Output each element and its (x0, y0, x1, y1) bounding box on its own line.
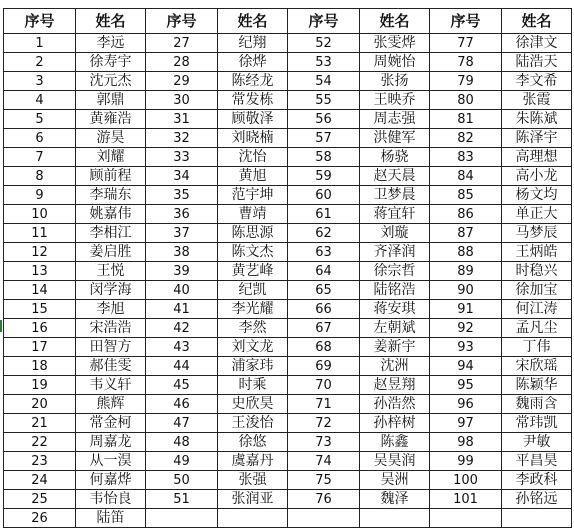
name-cell[interactable]: 韦义轩 (76, 376, 146, 395)
table-row (4, 129, 572, 148)
name-cell[interactable]: 时稳兴 (502, 262, 572, 281)
table-row (4, 319, 572, 338)
name-cell[interactable]: 陈经龙 (218, 72, 288, 91)
number-cell[interactable]: 70 (288, 376, 360, 395)
name-cell[interactable]: 徐加宝 (502, 281, 572, 300)
name-cell[interactable]: 徐寿宇 (76, 53, 146, 72)
number-cell[interactable]: 38 (146, 243, 218, 262)
number-cell[interactable]: 60 (288, 186, 360, 205)
name-cell[interactable]: 李政科 (502, 471, 572, 490)
table-row (4, 91, 572, 110)
number-cell[interactable]: 66 (288, 300, 360, 319)
number-cell[interactable]: 47 (146, 414, 218, 433)
column-header-number[interactable]: 序号 (288, 9, 360, 34)
number-cell[interactable]: 52 (288, 34, 360, 53)
number-cell[interactable]: 12 (4, 243, 76, 262)
table-row (4, 395, 572, 414)
name-cell[interactable]: 曹靖 (218, 205, 288, 224)
name-cell[interactable]: 卫梦晨 (360, 186, 430, 205)
table-row (4, 110, 572, 129)
table-row (4, 167, 572, 186)
number-cell[interactable]: 20 (4, 395, 76, 414)
column-header-name[interactable]: 姓名 (502, 9, 572, 34)
number-cell[interactable]: 21 (4, 414, 76, 433)
name-cell[interactable]: 陈泽宇 (502, 129, 572, 148)
name-cell[interactable]: 熊辉 (76, 395, 146, 414)
number-cell[interactable]: 13 (4, 262, 76, 281)
number-cell[interactable]: 93 (430, 338, 502, 357)
name-cell[interactable]: 杨文均 (502, 186, 572, 205)
number-cell[interactable]: 43 (146, 338, 218, 357)
name-cell[interactable]: 沈元杰 (76, 72, 146, 91)
name-cell[interactable]: 李旭 (76, 300, 146, 319)
name-cell[interactable]: 纪翔 (218, 34, 288, 53)
number-cell[interactable]: 48 (146, 433, 218, 452)
name-cell[interactable]: 常玮凯 (502, 414, 572, 433)
table-row (4, 414, 572, 433)
table-row (4, 186, 572, 205)
number-cell[interactable]: 24 (4, 471, 76, 490)
name-cell[interactable]: 徐津文 (502, 34, 572, 53)
table-row (4, 471, 572, 490)
number-cell[interactable]: 94 (430, 357, 502, 376)
name-cell[interactable]: 张霞 (502, 91, 572, 110)
name-cell[interactable]: 黄旭 (218, 167, 288, 186)
table-row (4, 452, 572, 471)
number-cell[interactable]: 98 (430, 433, 502, 452)
number-cell[interactable]: 10 (4, 205, 76, 224)
number-cell[interactable]: 34 (146, 167, 218, 186)
name-cell[interactable]: 徐悠 (218, 433, 288, 452)
name-cell[interactable]: 陈鑫 (360, 433, 430, 452)
name-cell[interactable]: 黄艺峰 (218, 262, 288, 281)
column-header-name[interactable]: 姓名 (218, 9, 288, 34)
table-row (4, 490, 572, 509)
student-roster-table (3, 8, 572, 528)
number-cell[interactable]: 9 (4, 186, 76, 205)
number-cell[interactable]: 49 (146, 452, 218, 471)
name-cell[interactable]: 高理想 (502, 148, 572, 167)
name-cell[interactable]: 李光耀 (218, 300, 288, 319)
number-cell[interactable] (288, 509, 360, 528)
number-cell[interactable]: 17 (4, 338, 76, 357)
number-cell[interactable]: 16 (4, 319, 76, 338)
name-cell[interactable]: 孟凡尘 (502, 319, 572, 338)
name-cell[interactable]: 高小龙 (502, 167, 572, 186)
name-cell[interactable]: 田智方 (76, 338, 146, 357)
name-cell[interactable]: 左朝斌 (360, 319, 430, 338)
number-cell[interactable]: 88 (430, 243, 502, 262)
number-cell[interactable] (146, 509, 218, 528)
name-cell[interactable]: 赵天晨 (360, 167, 430, 186)
name-cell[interactable]: 张润亚 (218, 490, 288, 509)
name-cell[interactable]: 陈文杰 (218, 243, 288, 262)
number-cell[interactable]: 4 (4, 91, 76, 110)
number-cell[interactable]: 7 (4, 148, 76, 167)
column-header-number[interactable]: 序号 (146, 9, 218, 34)
name-cell[interactable] (360, 509, 430, 528)
header-row (4, 9, 572, 34)
spreadsheet (3, 8, 571, 528)
name-cell[interactable]: 丁伟 (502, 338, 572, 357)
number-cell[interactable]: 35 (146, 186, 218, 205)
table-row (4, 509, 572, 528)
name-cell[interactable]: 陈思源 (218, 224, 288, 243)
number-cell[interactable]: 42 (146, 319, 218, 338)
name-cell[interactable]: 李然 (218, 319, 288, 338)
name-cell[interactable]: 史欣昊 (218, 395, 288, 414)
table-row (4, 205, 572, 224)
name-cell[interactable]: 顾敬泽 (218, 110, 288, 129)
name-cell[interactable]: 赵昱翔 (360, 376, 430, 395)
name-cell[interactable] (502, 509, 572, 528)
number-cell[interactable]: 25 (4, 490, 76, 509)
number-cell[interactable]: 32 (146, 129, 218, 148)
name-cell[interactable]: 郝佳雯 (76, 357, 146, 376)
table-row (4, 262, 572, 281)
name-cell[interactable]: 张强 (218, 471, 288, 490)
number-cell[interactable]: 40 (146, 281, 218, 300)
name-cell[interactable]: 洪健军 (360, 129, 430, 148)
number-cell[interactable]: 6 (4, 129, 76, 148)
table-row (4, 243, 572, 262)
number-cell[interactable]: 83 (430, 148, 502, 167)
number-cell[interactable]: 78 (430, 53, 502, 72)
table-row (4, 433, 572, 452)
number-cell[interactable]: 18 (4, 357, 76, 376)
table-row (4, 376, 572, 395)
number-cell[interactable]: 41 (146, 300, 218, 319)
number-cell[interactable]: 46 (146, 395, 218, 414)
name-cell[interactable]: 朱陈斌 (502, 110, 572, 129)
number-cell[interactable]: 19 (4, 376, 76, 395)
number-cell[interactable]: 8 (4, 167, 76, 186)
table-row (4, 224, 572, 243)
name-cell[interactable]: 李远 (76, 34, 146, 53)
name-cell[interactable]: 吴昊润 (360, 452, 430, 471)
table-row (4, 357, 572, 376)
name-cell[interactable]: 姜启胜 (76, 243, 146, 262)
number-cell[interactable]: 58 (288, 148, 360, 167)
number-cell[interactable]: 87 (430, 224, 502, 243)
name-cell[interactable]: 周嘉龙 (76, 433, 146, 452)
number-cell[interactable]: 55 (288, 91, 360, 110)
table-row (4, 72, 572, 91)
name-cell[interactable]: 何嘉烨 (76, 471, 146, 490)
column-header-number[interactable]: 序号 (4, 9, 76, 34)
number-cell[interactable]: 22 (4, 433, 76, 452)
number-cell[interactable]: 51 (146, 490, 218, 509)
number-cell[interactable]: 54 (288, 72, 360, 91)
number-cell[interactable]: 33 (146, 148, 218, 167)
name-cell[interactable]: 闵学海 (76, 281, 146, 300)
name-cell[interactable]: 吴洲 (360, 471, 430, 490)
name-cell[interactable]: 徐宗哲 (360, 262, 430, 281)
name-cell[interactable]: 顾前程 (76, 167, 146, 186)
name-cell[interactable]: 游昊 (76, 129, 146, 148)
name-cell[interactable]: 魏泽 (360, 490, 430, 509)
name-cell[interactable] (218, 509, 288, 528)
number-cell[interactable]: 89 (430, 262, 502, 281)
name-cell[interactable]: 尹敏 (502, 433, 572, 452)
number-cell[interactable]: 2 (4, 53, 76, 72)
number-cell[interactable]: 50 (146, 471, 218, 490)
number-cell[interactable]: 100 (430, 471, 502, 490)
number-cell[interactable]: 67 (288, 319, 360, 338)
name-cell[interactable]: 王映乔 (360, 91, 430, 110)
number-cell[interactable]: 11 (4, 224, 76, 243)
name-cell[interactable]: 徐烨 (218, 53, 288, 72)
number-cell[interactable]: 44 (146, 357, 218, 376)
number-cell[interactable]: 27 (146, 34, 218, 53)
number-cell[interactable]: 29 (146, 72, 218, 91)
number-cell[interactable]: 96 (430, 395, 502, 414)
name-cell[interactable]: 虞嘉丹 (218, 452, 288, 471)
name-cell[interactable]: 张雯烨 (360, 34, 430, 53)
table-row (4, 281, 572, 300)
number-cell[interactable]: 64 (288, 262, 360, 281)
number-cell[interactable]: 85 (430, 186, 502, 205)
name-cell[interactable]: 刘晓楠 (218, 129, 288, 148)
name-cell[interactable]: 纪凯 (218, 281, 288, 300)
number-cell[interactable]: 84 (430, 167, 502, 186)
number-cell[interactable]: 39 (146, 262, 218, 281)
number-cell[interactable]: 53 (288, 53, 360, 72)
number-cell[interactable]: 56 (288, 110, 360, 129)
name-cell[interactable]: 常发栋 (218, 91, 288, 110)
number-cell[interactable]: 36 (146, 205, 218, 224)
name-cell[interactable]: 韦怡良 (76, 490, 146, 509)
number-cell[interactable]: 65 (288, 281, 360, 300)
name-cell[interactable]: 何江涛 (502, 300, 572, 319)
number-cell[interactable]: 77 (430, 34, 502, 53)
table-row (4, 338, 572, 357)
name-cell[interactable]: 时乘 (218, 376, 288, 395)
name-cell[interactable]: 王悦 (76, 262, 146, 281)
row-selection-marker (0, 320, 2, 332)
number-cell[interactable] (430, 509, 502, 528)
name-cell[interactable]: 陈颖华 (502, 376, 572, 395)
table-row (4, 148, 572, 167)
number-cell[interactable]: 69 (288, 357, 360, 376)
number-cell[interactable]: 92 (430, 319, 502, 338)
name-cell[interactable]: 沈怡 (218, 148, 288, 167)
table-row (4, 53, 572, 72)
name-cell[interactable]: 郭鼎 (76, 91, 146, 110)
number-cell[interactable]: 101 (430, 490, 502, 509)
number-cell[interactable]: 90 (430, 281, 502, 300)
number-cell[interactable]: 30 (146, 91, 218, 110)
name-cell[interactable]: 范宇坤 (218, 186, 288, 205)
name-cell[interactable]: 浦家玮 (218, 357, 288, 376)
name-cell[interactable]: 陆铭浩 (360, 281, 430, 300)
name-cell[interactable]: 刘璇 (360, 224, 430, 243)
number-cell[interactable]: 72 (288, 414, 360, 433)
number-cell[interactable]: 73 (288, 433, 360, 452)
number-cell[interactable]: 86 (430, 205, 502, 224)
number-cell[interactable]: 68 (288, 338, 360, 357)
name-cell[interactable]: 王炳皓 (502, 243, 572, 262)
number-cell[interactable]: 63 (288, 243, 360, 262)
name-cell[interactable]: 李文希 (502, 72, 572, 91)
number-cell[interactable]: 28 (146, 53, 218, 72)
number-cell[interactable]: 15 (4, 300, 76, 319)
number-cell[interactable]: 62 (288, 224, 360, 243)
name-cell[interactable]: 沈洲 (360, 357, 430, 376)
number-cell[interactable]: 97 (430, 414, 502, 433)
name-cell[interactable]: 马梦辰 (502, 224, 572, 243)
name-cell[interactable]: 张扬 (360, 72, 430, 91)
number-cell[interactable]: 71 (288, 395, 360, 414)
name-cell[interactable]: 宋欣瑶 (502, 357, 572, 376)
number-cell[interactable]: 95 (430, 376, 502, 395)
column-header-name[interactable]: 姓名 (360, 9, 430, 34)
name-cell[interactable]: 陆笛 (76, 509, 146, 528)
name-cell[interactable]: 单正大 (502, 205, 572, 224)
table-row (4, 300, 572, 319)
number-cell[interactable]: 3 (4, 72, 76, 91)
roster-body (4, 34, 572, 528)
name-cell[interactable]: 平昌昊 (502, 452, 572, 471)
name-cell[interactable]: 王浚怡 (218, 414, 288, 433)
name-cell[interactable]: 孙浩然 (360, 395, 430, 414)
name-cell[interactable]: 陆浩天 (502, 53, 572, 72)
number-cell[interactable]: 61 (288, 205, 360, 224)
number-cell[interactable]: 91 (430, 300, 502, 319)
number-cell[interactable]: 5 (4, 110, 76, 129)
name-cell[interactable]: 李瑞东 (76, 186, 146, 205)
number-cell[interactable]: 45 (146, 376, 218, 395)
name-cell[interactable]: 蒋安琪 (360, 300, 430, 319)
column-header-name[interactable]: 姓名 (76, 9, 146, 34)
number-cell[interactable]: 79 (430, 72, 502, 91)
name-cell[interactable]: 从一淏 (76, 452, 146, 471)
number-cell[interactable]: 14 (4, 281, 76, 300)
name-cell[interactable]: 刘耀 (76, 148, 146, 167)
name-cell[interactable]: 孙梓树 (360, 414, 430, 433)
number-cell[interactable]: 81 (430, 110, 502, 129)
name-cell[interactable]: 周婉怡 (360, 53, 430, 72)
number-cell[interactable]: 23 (4, 452, 76, 471)
number-cell[interactable]: 1 (4, 34, 76, 53)
number-cell[interactable]: 74 (288, 452, 360, 471)
number-cell[interactable]: 59 (288, 167, 360, 186)
number-cell[interactable]: 75 (288, 471, 360, 490)
name-cell[interactable]: 周志强 (360, 110, 430, 129)
name-cell[interactable]: 孙铭远 (502, 490, 572, 509)
name-cell[interactable]: 黄雍浩 (76, 110, 146, 129)
name-cell[interactable]: 常金柯 (76, 414, 146, 433)
number-cell[interactable]: 82 (430, 129, 502, 148)
number-cell[interactable]: 76 (288, 490, 360, 509)
name-cell[interactable]: 齐泽润 (360, 243, 430, 262)
name-cell[interactable]: 杨骁 (360, 148, 430, 167)
name-cell[interactable]: 李相江 (76, 224, 146, 243)
name-cell[interactable]: 蒋宜轩 (360, 205, 430, 224)
name-cell[interactable]: 姜新宇 (360, 338, 430, 357)
number-cell[interactable]: 31 (146, 110, 218, 129)
name-cell[interactable]: 宋浩浩 (76, 319, 146, 338)
number-cell[interactable]: 57 (288, 129, 360, 148)
number-cell[interactable]: 37 (146, 224, 218, 243)
number-cell[interactable]: 80 (430, 91, 502, 110)
number-cell[interactable]: 26 (4, 509, 76, 528)
number-cell[interactable]: 99 (430, 452, 502, 471)
column-header-number[interactable]: 序号 (430, 9, 502, 34)
name-cell[interactable]: 刘文龙 (218, 338, 288, 357)
name-cell[interactable]: 魏雨含 (502, 395, 572, 414)
name-cell[interactable]: 姚嘉伟 (76, 205, 146, 224)
table-row (4, 34, 572, 53)
